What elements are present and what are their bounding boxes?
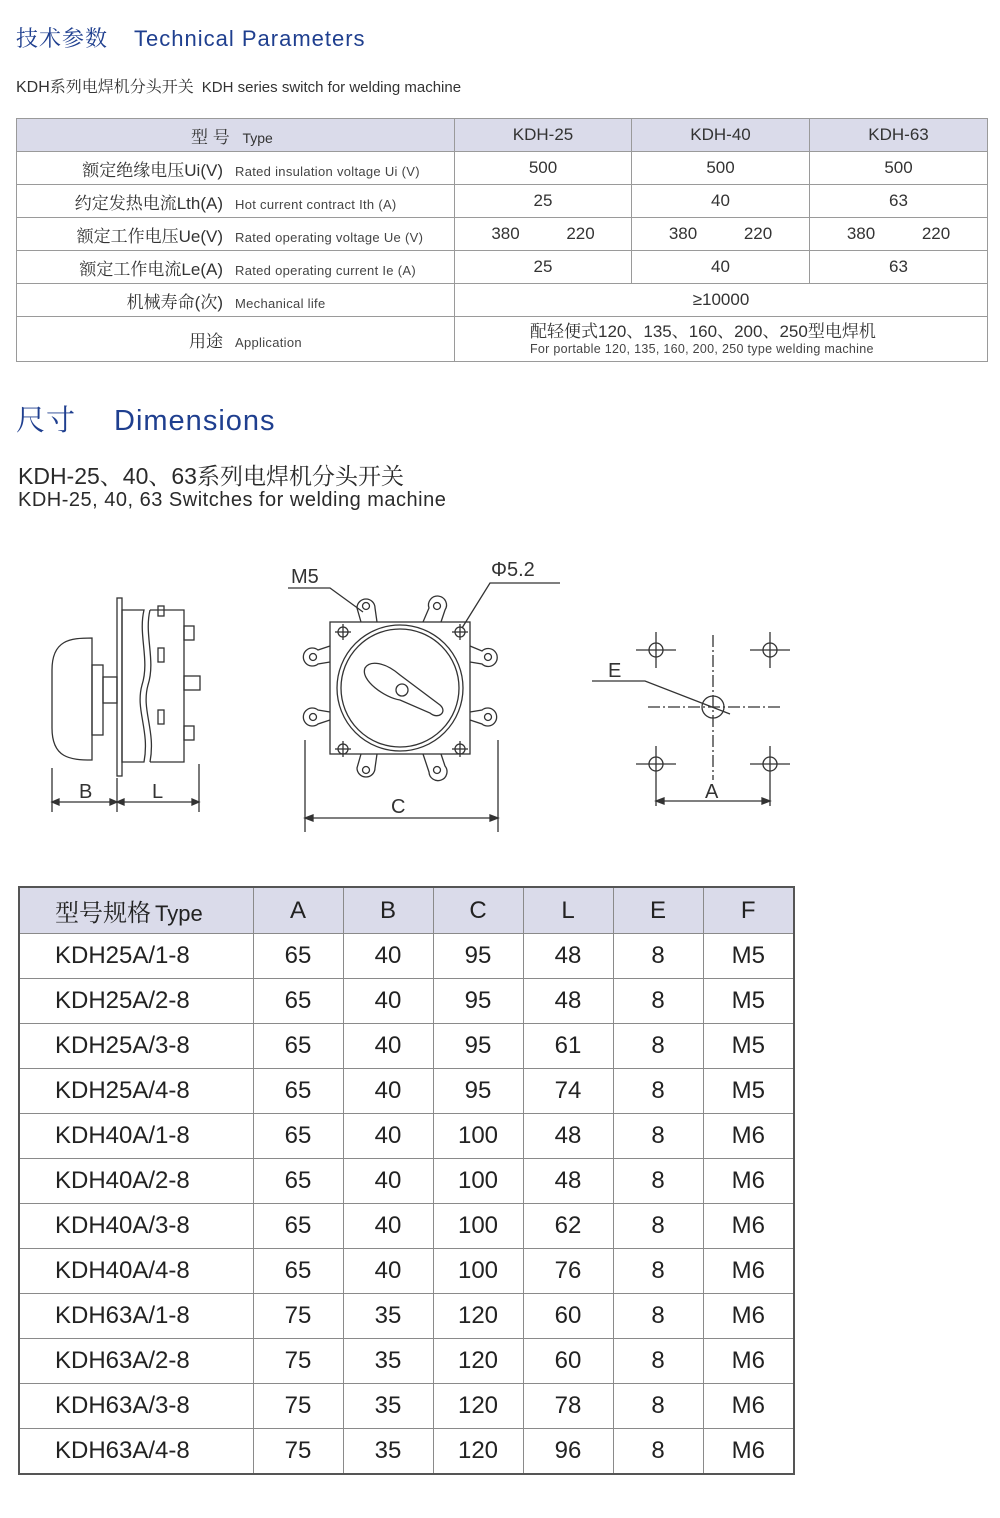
value-cell: 500 xyxy=(632,152,810,185)
label-b: B xyxy=(79,781,93,803)
value-cell: 60 xyxy=(523,1339,613,1384)
value-cell: M5 xyxy=(703,1069,794,1114)
dimensions-table-body xyxy=(19,934,794,1475)
table-row xyxy=(19,1204,794,1249)
value-cell: 8 xyxy=(613,934,703,979)
technical-subtitle xyxy=(16,74,461,97)
table-row xyxy=(19,934,794,979)
value-cell: 8 xyxy=(613,1294,703,1339)
value-cell: 65 xyxy=(253,1159,343,1204)
value-cell: M6 xyxy=(703,1249,794,1294)
value-cell: 35 xyxy=(343,1294,433,1339)
value-cell: 40 xyxy=(343,1159,433,1204)
value-cell: 35 xyxy=(343,1384,433,1429)
value-pair-cell xyxy=(455,218,632,251)
type-header-cell xyxy=(17,119,455,152)
value-cell: 65 xyxy=(253,934,343,979)
dimensions-subtitle-cn: KDH-25、40、63系列电焊机分头开关 xyxy=(18,463,404,489)
mechanical-life-value: ≥10000 xyxy=(455,284,988,317)
value-cell: 40 xyxy=(343,1114,433,1159)
value-cell: 95 xyxy=(433,979,523,1024)
table-row xyxy=(19,1159,794,1204)
row-label xyxy=(17,152,455,185)
value-cell: 48 xyxy=(523,1159,613,1204)
value-cell: 60 xyxy=(523,1294,613,1339)
row-label-en: Rated operating current Ie (A) xyxy=(235,262,416,278)
value-cell: M6 xyxy=(703,1429,794,1475)
model-cell: KDH63A/4-8 xyxy=(19,1429,253,1475)
value-cell: 120 xyxy=(433,1384,523,1429)
value-cell: 65 xyxy=(253,1114,343,1159)
front-view xyxy=(288,559,560,832)
application-cell xyxy=(455,317,988,362)
label-m5: M5 xyxy=(291,566,319,588)
voltage-value: 220 xyxy=(743,224,773,243)
value-cell: 120 xyxy=(433,1429,523,1475)
side-view xyxy=(52,598,200,812)
value-cell: 40 xyxy=(343,1249,433,1294)
type-column-header-cn: 型号规格 xyxy=(55,900,151,927)
value-cell: 61 xyxy=(523,1024,613,1069)
value-cell: M5 xyxy=(703,1024,794,1069)
label-e: E xyxy=(608,660,622,682)
value-cell: 75 xyxy=(253,1294,343,1339)
dimensions-subtitle-en: KDH-25, 40, 63 Switches for welding machine xyxy=(18,489,447,511)
row-label-en: Rated insulation voltage Ui (V) xyxy=(235,163,420,179)
value-cell: M6 xyxy=(703,1114,794,1159)
value-cell: 95 xyxy=(433,1069,523,1114)
value-cell: 8 xyxy=(613,1069,703,1114)
voltage-value: 380 xyxy=(668,224,698,243)
application-value-cn: 配轻便式120、135、160、200、250型电焊机 xyxy=(530,321,876,341)
value-cell: M6 xyxy=(703,1384,794,1429)
model-cell: KDH40A/3-8 xyxy=(19,1204,253,1249)
column-header: C xyxy=(433,887,523,934)
row-label-en: Rated operating voltage Ue (V) xyxy=(235,229,424,245)
table-row xyxy=(17,251,988,284)
value-cell: 8 xyxy=(613,1024,703,1069)
model-header-kdh25: KDH-25 xyxy=(455,119,632,152)
type-column-header-en: Type xyxy=(155,901,203,926)
value-cell: 25 xyxy=(455,251,632,284)
value-cell: 35 xyxy=(343,1339,433,1384)
table-row xyxy=(17,185,988,218)
row-label-cn: 机械寿命(次) xyxy=(126,292,223,312)
column-header: F xyxy=(703,887,794,934)
value-cell: M6 xyxy=(703,1204,794,1249)
value-cell: 40 xyxy=(343,1069,433,1114)
column-header: A xyxy=(253,887,343,934)
table-row xyxy=(19,1249,794,1294)
value-cell: 40 xyxy=(632,185,810,218)
row-label-en: Hot current contract Ith (A) xyxy=(235,196,397,212)
technical-parameters-title xyxy=(16,22,366,53)
value-cell: 100 xyxy=(433,1159,523,1204)
value-cell: 40 xyxy=(343,1204,433,1249)
row-label-en: Mechanical life xyxy=(235,295,326,311)
technical-parameters-table xyxy=(16,118,988,362)
value-cell: 48 xyxy=(523,979,613,1024)
value-cell: 8 xyxy=(613,1159,703,1204)
table-row xyxy=(19,1429,794,1475)
value-cell: M6 xyxy=(703,1159,794,1204)
value-cell: 8 xyxy=(613,1249,703,1294)
value-cell: 100 xyxy=(433,1114,523,1159)
value-cell: M5 xyxy=(703,934,794,979)
model-cell: KDH40A/1-8 xyxy=(19,1114,253,1159)
value-cell: 75 xyxy=(253,1384,343,1429)
value-pair-cell xyxy=(810,218,988,251)
value-cell: 76 xyxy=(523,1249,613,1294)
technical-title-en: Technical Parameters xyxy=(134,26,366,51)
voltage-value: 380 xyxy=(491,224,520,243)
value-cell: 75 xyxy=(253,1339,343,1384)
row-label xyxy=(17,185,455,218)
table-row xyxy=(19,1114,794,1159)
value-cell: 120 xyxy=(433,1339,523,1384)
value-cell: 8 xyxy=(613,1384,703,1429)
value-cell: 35 xyxy=(343,1429,433,1475)
type-header-en: Type xyxy=(242,129,273,146)
value-cell: 25 xyxy=(455,185,632,218)
row-label-cn: 额定工作电压Ue(V) xyxy=(76,226,223,246)
value-cell: 8 xyxy=(613,1204,703,1249)
value-cell: 74 xyxy=(523,1069,613,1114)
model-cell: KDH63A/2-8 xyxy=(19,1339,253,1384)
value-cell: M6 xyxy=(703,1339,794,1384)
value-cell: 500 xyxy=(455,152,632,185)
value-cell: 120 xyxy=(433,1294,523,1339)
value-cell: 40 xyxy=(343,1024,433,1069)
value-cell: 65 xyxy=(253,979,343,1024)
value-cell: 40 xyxy=(343,979,433,1024)
dimensions-title xyxy=(16,398,276,439)
row-label xyxy=(17,218,455,251)
technical-subtitle-en: KDH series switch for welding machine xyxy=(201,79,462,96)
row-label-cn: 额定工作电流Le(A) xyxy=(79,259,223,279)
model-cell: KDH63A/1-8 xyxy=(19,1294,253,1339)
hole-pattern-view xyxy=(592,632,790,806)
model-cell: KDH63A/3-8 xyxy=(19,1384,253,1429)
value-cell: 96 xyxy=(523,1429,613,1475)
model-cell: KDH25A/3-8 xyxy=(19,1024,253,1069)
technical-title-cn: 技术参数 xyxy=(16,26,109,51)
table-row xyxy=(19,1339,794,1384)
column-header: E xyxy=(613,887,703,934)
value-cell: 8 xyxy=(613,1339,703,1384)
label-l: L xyxy=(152,781,164,803)
column-header: L xyxy=(523,887,613,934)
voltage-value: 220 xyxy=(921,224,951,243)
voltage-value: 220 xyxy=(566,224,595,243)
row-label-en: Application xyxy=(235,334,302,350)
dimensions-title-en: Dimensions xyxy=(114,405,276,437)
model-cell: KDH40A/2-8 xyxy=(19,1159,253,1204)
value-cell: 40 xyxy=(632,251,810,284)
voltage-value: 380 xyxy=(846,224,876,243)
value-cell: 8 xyxy=(613,1429,703,1475)
value-cell: 100 xyxy=(433,1249,523,1294)
technical-subtitle-cn: KDH系列电焊机分头开关 xyxy=(16,79,194,96)
table-row xyxy=(19,979,794,1024)
label-c: C xyxy=(391,796,406,818)
value-cell: 62 xyxy=(523,1204,613,1249)
value-cell: 95 xyxy=(433,1024,523,1069)
table-row xyxy=(19,1024,794,1069)
table-header-row xyxy=(19,887,794,934)
value-cell: M6 xyxy=(703,1294,794,1339)
table-header-row xyxy=(17,119,988,152)
model-cell: KDH25A/1-8 xyxy=(19,934,253,979)
table-row xyxy=(17,284,988,317)
value-cell: 48 xyxy=(523,934,613,979)
table-row xyxy=(19,1069,794,1114)
type-header-cn: 型 号 xyxy=(191,127,230,147)
table-row xyxy=(19,1294,794,1339)
column-header: B xyxy=(343,887,433,934)
model-header-kdh40: KDH-40 xyxy=(632,119,810,152)
value-cell: 500 xyxy=(810,152,988,185)
value-cell: 95 xyxy=(433,934,523,979)
row-label xyxy=(17,284,455,317)
row-label xyxy=(17,251,455,284)
row-label-cn: 用途 xyxy=(189,331,223,351)
table-row xyxy=(17,152,988,185)
label-phi: Φ5.2 xyxy=(491,559,535,581)
value-cell: 65 xyxy=(253,1249,343,1294)
model-header-kdh63: KDH-63 xyxy=(810,119,988,152)
application-value-en: For portable 120, 135, 160, 200, 250 type welding machine xyxy=(530,341,874,356)
value-cell: 65 xyxy=(253,1204,343,1249)
value-cell: 48 xyxy=(523,1114,613,1159)
table-row xyxy=(17,317,988,362)
value-cell: 8 xyxy=(613,979,703,1024)
model-cell: KDH25A/2-8 xyxy=(19,979,253,1024)
value-cell: 78 xyxy=(523,1384,613,1429)
value-cell: 100 xyxy=(433,1204,523,1249)
table-row xyxy=(17,218,988,251)
value-cell: 40 xyxy=(343,934,433,979)
dimension-drawing xyxy=(0,540,820,840)
row-label-cn: 额定绝缘电压Ui(V) xyxy=(82,160,223,180)
value-cell: 75 xyxy=(253,1429,343,1475)
value-cell: 63 xyxy=(810,185,988,218)
value-cell: 65 xyxy=(253,1024,343,1069)
value-pair-cell xyxy=(632,218,810,251)
model-cell: KDH40A/4-8 xyxy=(19,1249,253,1294)
row-label xyxy=(17,317,455,362)
dimensions-title-cn: 尺寸 xyxy=(16,405,77,437)
value-cell: M5 xyxy=(703,979,794,1024)
row-label-cn: 约定发热电流Lth(A) xyxy=(74,193,223,213)
type-column-header xyxy=(19,887,253,934)
table-row xyxy=(19,1384,794,1429)
model-cell: KDH25A/4-8 xyxy=(19,1069,253,1114)
dimensions-table xyxy=(18,886,795,1475)
label-a: A xyxy=(705,781,719,803)
value-cell: 8 xyxy=(613,1114,703,1159)
value-cell: 63 xyxy=(810,251,988,284)
value-cell: 65 xyxy=(253,1069,343,1114)
